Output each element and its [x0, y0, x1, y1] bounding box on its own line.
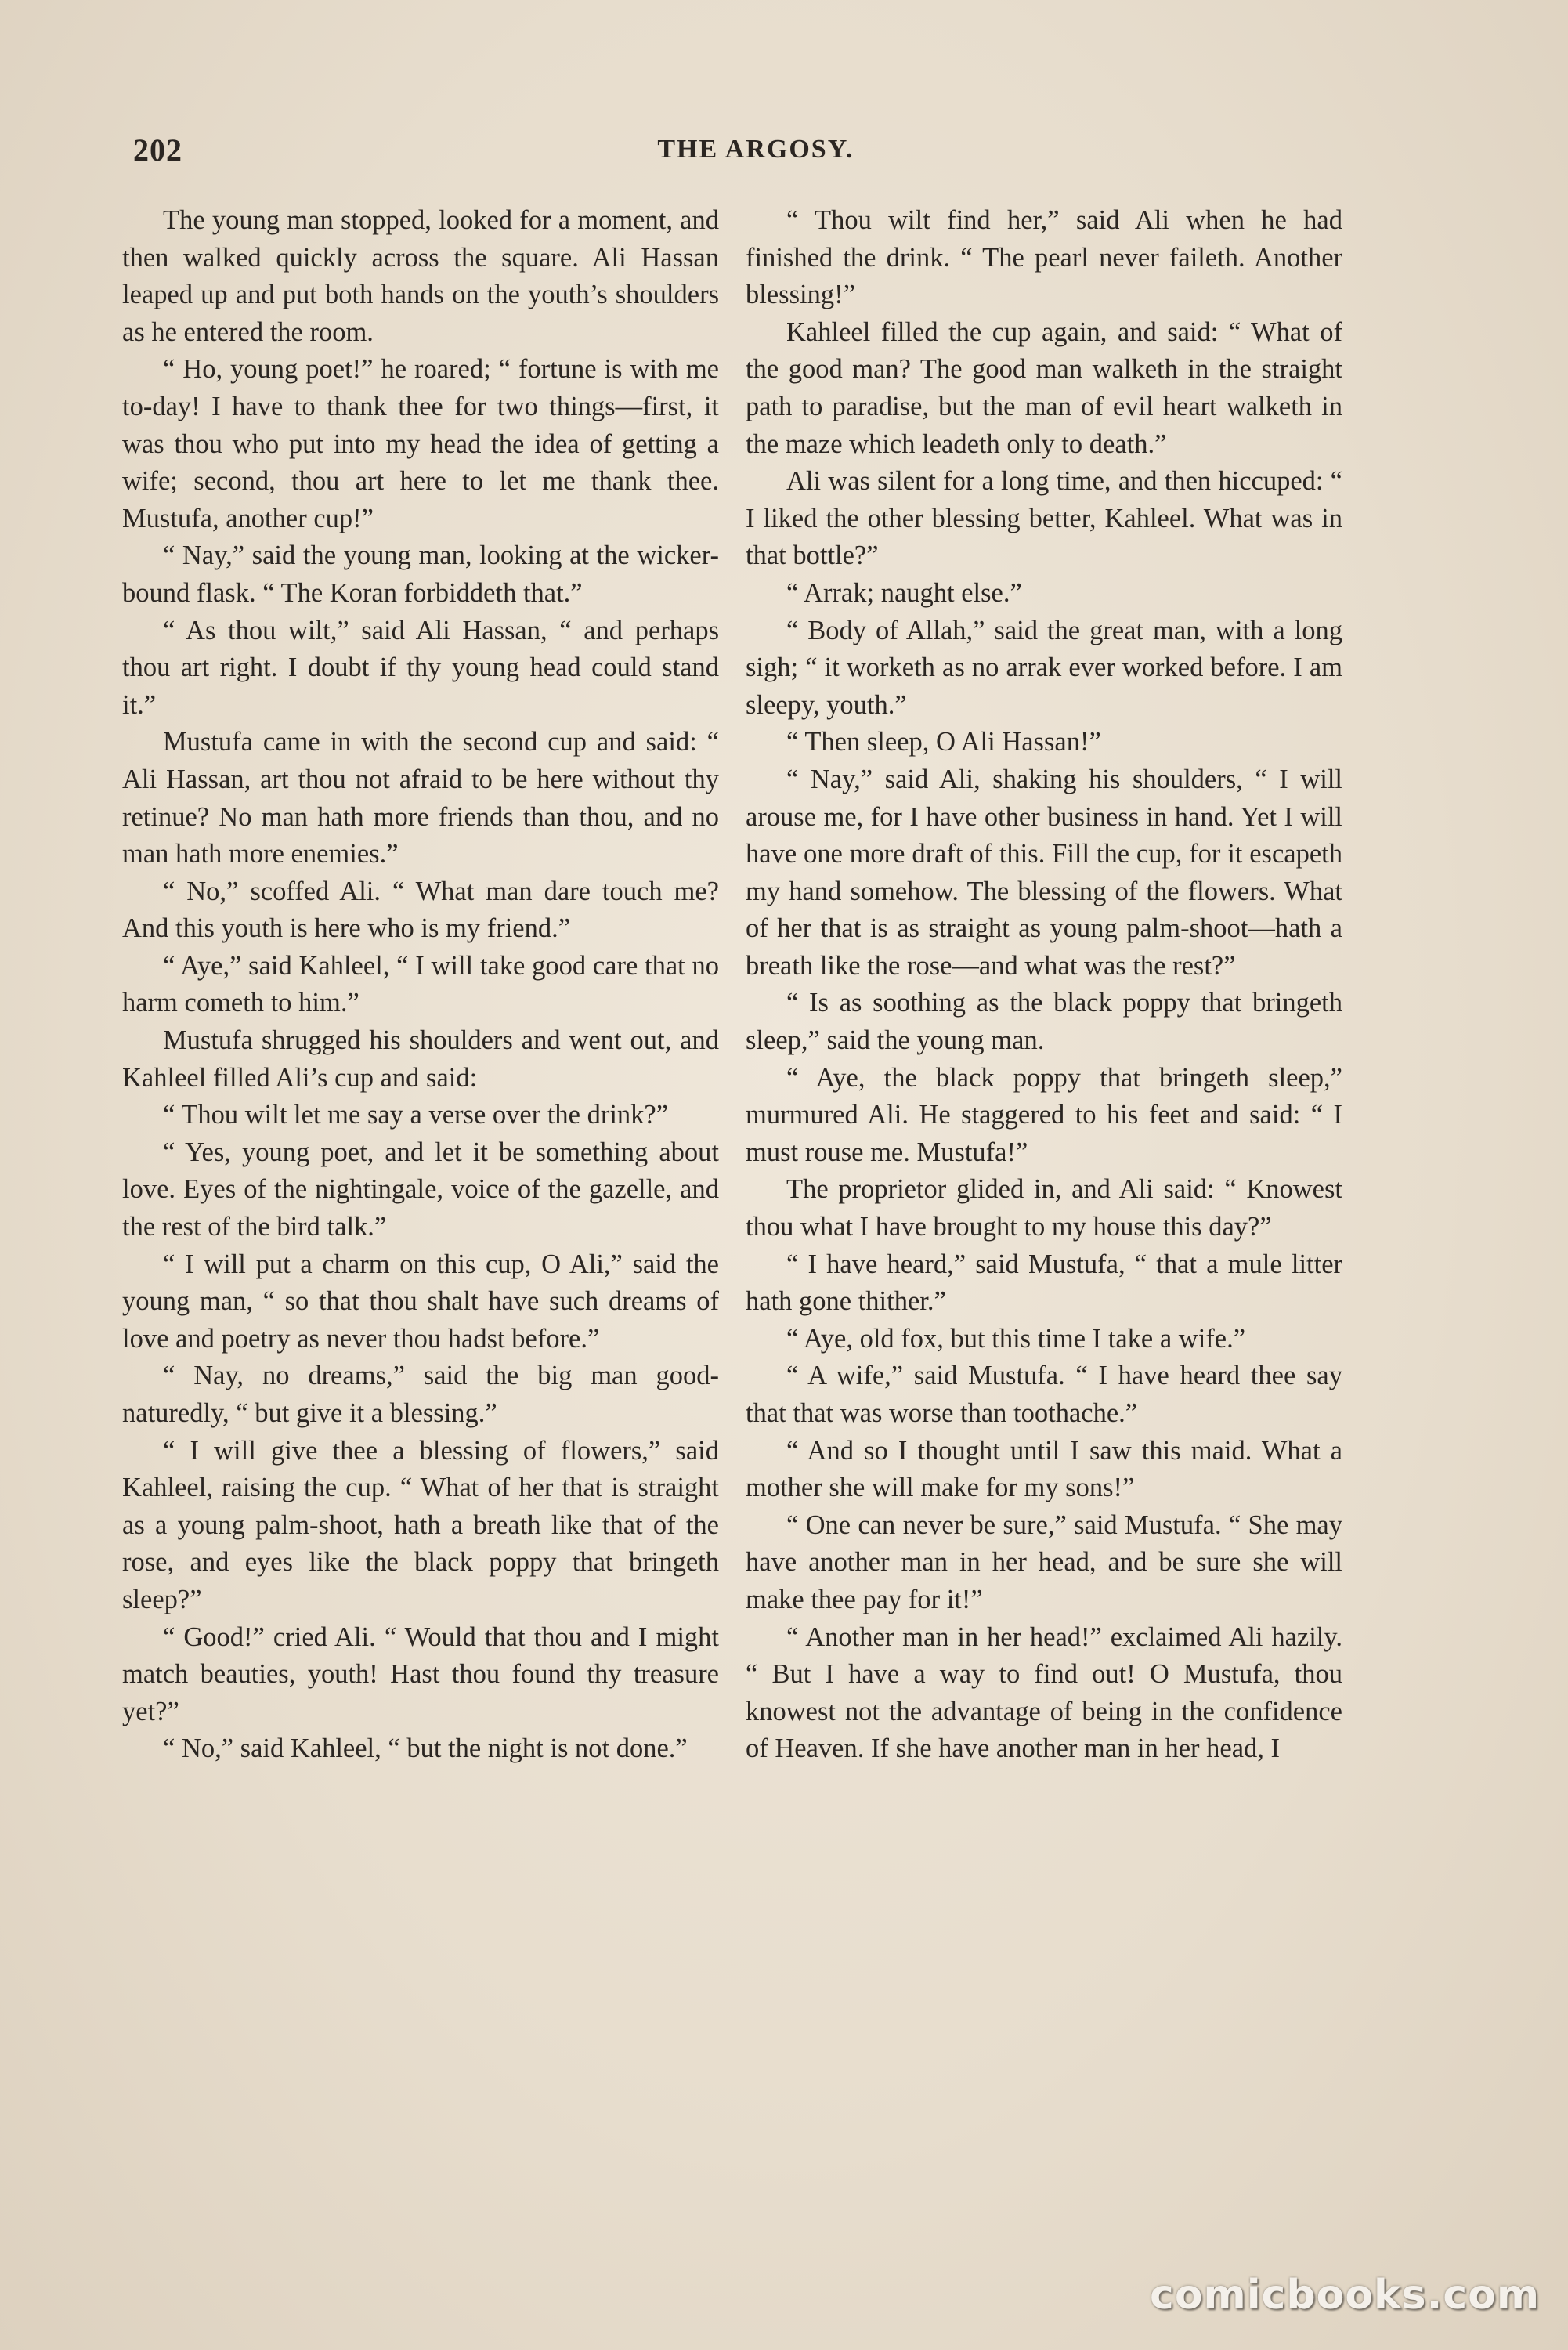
paragraph: “ Nay, no dreams,” said the big man good-naturedly, “ but give it a blessing.”: [122, 1361, 719, 1428]
running-title: THE ARGOSY.: [657, 135, 854, 164]
paragraph: The young man stopped, looked for a moment, and then walked quickly across the square. Ali Hassan leaped up and put both hands on the youth’s shoulders as he entered the room.: [122, 205, 719, 347]
paragraph: Mustufa came in with the second cup and said: “ Ali Hassan, art thou not afraid to be here without thy retinue? No man hath more friends than thou, and no man hath more enemies.”: [122, 727, 719, 870]
paragraph: “ Body of Allah,” said the great man, with a long sigh; “ it worketh as no arrak ever worked before. I am sleepy, youth.”: [746, 615, 1342, 720]
paragraph: “ Is as soothing as the black poppy that bringeth sleep,” said the young man.: [746, 988, 1342, 1056]
paragraph: “ No,” said Kahleel, “ but the night is not done.”: [163, 1734, 688, 1764]
paragraph: “ Then sleep, O Ali Hassan!”: [786, 727, 1101, 757]
paragraph: “ Another man in her head!” exclaimed Ali hazily. “ But I have a way to find out! O Mustufa, thou knowest not the advantage of being in the confidence of Heaven. If she have another man in her head, I: [746, 1622, 1342, 1764]
paragraph: Ali was silent for a long time, and then hiccuped: “ I liked the other blessing better, Kahleel. What was in that bottle?”: [746, 466, 1342, 571]
paragraph: “ No,” scoffed Ali. “ What man dare touch me? And this youth is here who is my friend.”: [122, 876, 719, 944]
page-number: 202: [133, 132, 182, 168]
watermark: comicbooks.com: [1150, 2272, 1541, 2319]
paragraph: “ I have heard,” said Mustufa, “ that a mule litter hath gone thither.”: [746, 1249, 1342, 1317]
paragraph: “ Arrak; naught else.”: [786, 577, 1022, 608]
paragraph: “ As thou wilt,” said Ali Hassan, “ and perhaps thou art right. I doubt if thy young head could stand it.”: [122, 615, 719, 720]
paragraph: “ Thou wilt let me say a verse over the drink?”: [163, 1100, 669, 1130]
paragraph: “ I will put a charm on this cup, O Ali,” said the young man, “ so that thou shalt have such dreams of love and poetry as never thou hadst before.”: [122, 1249, 719, 1354]
paragraph: Kahleel filled the cup again, and said: “ What of the good man? The good man walketh in the straight path to paradise, but the man of evil heart walketh in the maze which leadeth only to death.”: [746, 316, 1342, 459]
paragraph: Mustufa shrugged his shoulders and went out, and Kahleel filled Ali’s cup and said:: [122, 1025, 719, 1093]
left-column: [122, 202, 719, 1768]
paragraph: “ Aye,” said Kahleel, “ I will take good care that no harm cometh to him.”: [122, 950, 719, 1018]
paragraph: “ Nay,” said Ali, shaking his shoulders, “ I will arouse me, for I have other business in hand. Yet I will have one more draft of this. Fill the cup, for it escapeth my hand somehow. The blessing of the flowers. What of her that is as straight as young palm-shoot—hath a breath like the rose—and what was the rest?”: [746, 764, 1342, 981]
paragraph: “ And so I thought until I saw this maid. What a mother she will make for my sons!”: [746, 1435, 1342, 1503]
paragraph: “ A wife,” said Mustufa. “ I have heard thee say that that was worse than toothache.”: [746, 1361, 1342, 1428]
paragraph: “ One can never be sure,” said Mustufa. “ She may have another man in her head, and be sure she will make thee pay for it!”: [746, 1509, 1342, 1614]
paragraph: “ Thou wilt find her,” said Ali when he had finished the drink. “ The pearl never faileth. Another blessing!”: [746, 205, 1342, 310]
paragraph: “ Good!” cried Ali. “ Would that thou and I might match beauties, youth! Hast thou found thy treasure yet?”: [122, 1622, 719, 1726]
right-column: [746, 202, 1342, 1768]
paragraph: The proprietor glided in, and Ali said: “ Knowest thou what I have brought to my house this day?”: [746, 1174, 1342, 1242]
paragraph: “ Yes, young poet, and let it be something about love. Eyes of the nightingale, voice of the gazelle, and the rest of the bird talk.”: [122, 1137, 719, 1242]
page-header: [133, 132, 1331, 179]
paragraph: “ Aye, the black poppy that bringeth sleep,” murmured Ali. He staggered to his feet and said: “ I must rouse me. Mustufa!”: [746, 1062, 1342, 1167]
paragraph: “ Aye, old fox, but this time I take a wife.”: [786, 1323, 1246, 1354]
paragraph: “ Nay,” said the young man, looking at the wicker-bound flask. “ The Koran forbiddeth that.”: [122, 540, 719, 608]
paragraph: “ Ho, young poet!” he roared; “ fortune is with me to-day! I have to thank thee for two things—first, it was thou who put into my head the idea of getting a wife; second, thou art here to let me thank thee. Mustufa, another cup!”: [122, 354, 719, 533]
paragraph: “ I will give thee a blessing of flowers,” said Kahleel, raising the cup. “ What of her that is straight as a young palm-shoot, hath a breath like that of the rose, and eyes like the black poppy that bringeth sleep?”: [122, 1435, 719, 1614]
